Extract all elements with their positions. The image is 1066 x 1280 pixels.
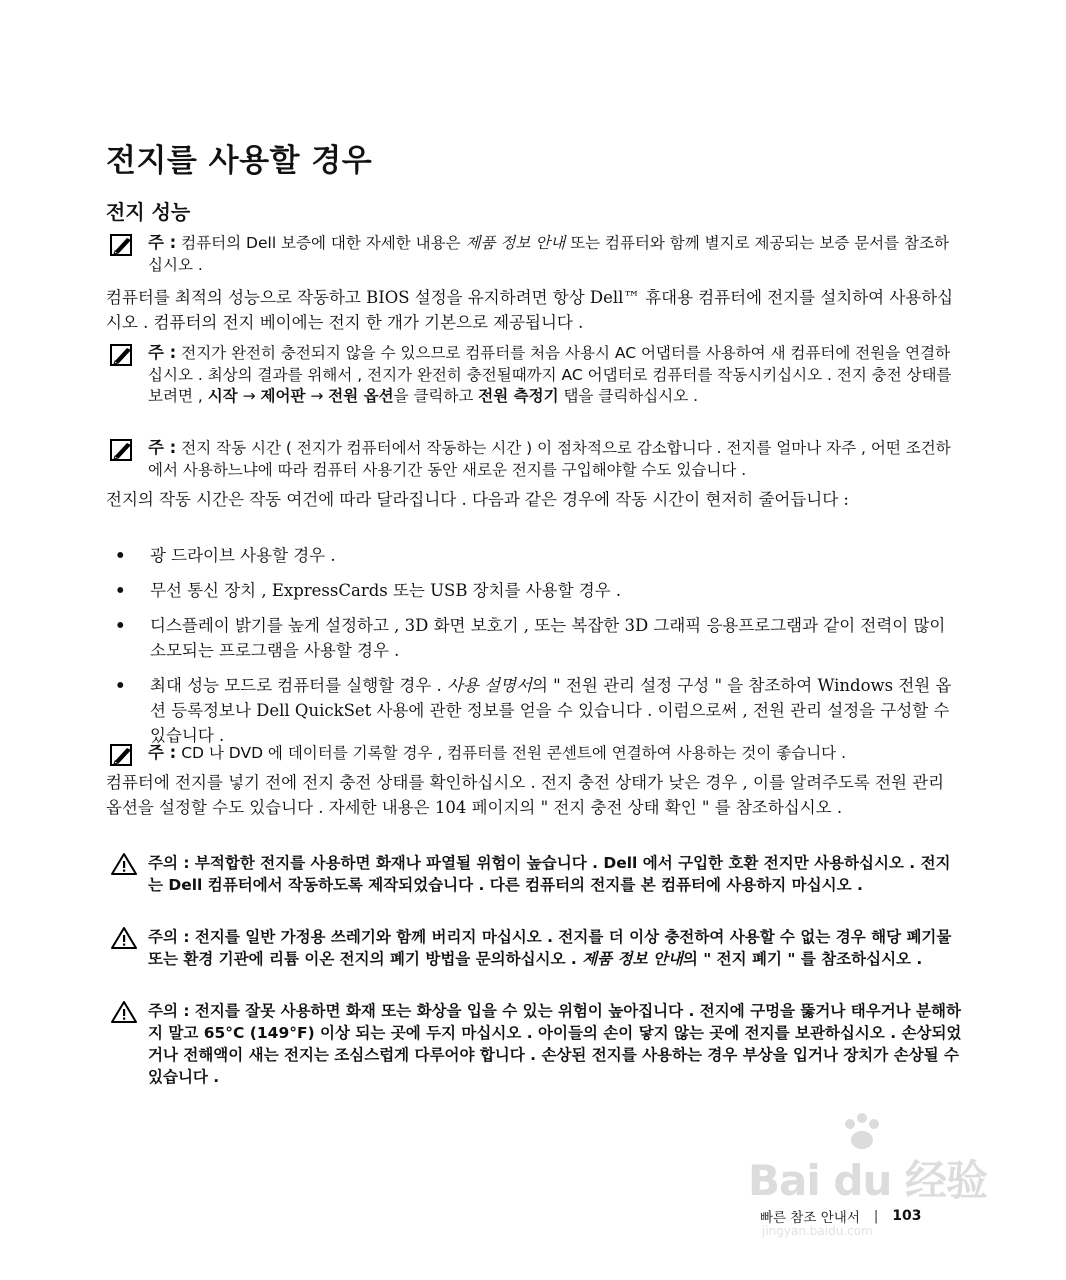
pencil-note-icon (110, 232, 148, 276)
pencil-note-icon (110, 742, 148, 770)
list-item: • 광 드라이브 사용할 경우 . (115, 546, 336, 565)
page-footer (760, 1206, 922, 1226)
caution-reference: 제품 정보 안내 (582, 950, 683, 968)
note-text: 전지가 완전히 충전되지 않을 수 있으므로 컴퓨터를 처음 사용시 AC 어댑터를 사용하여 새 컴퓨터에 전원을 연결하십시오 . 최상의 결과를 위해서 , 전지가 완전히 충전될때까지 AC 어댑터로 컴퓨터를 작동시키십시오 . 전지 충전 상태를 보려면 , (148, 344, 952, 405)
note-text: 컴퓨터의 Dell 보증에 대한 자세한 내용은 (176, 234, 466, 252)
page-title: 전지를 사용할 경우 (106, 143, 373, 179)
list-item: • 디스플레이 밝기를 높게 설정하고 , 3D 화면 보호기 , 또는 복잡한 3D 그래픽 응용프로그램과 같이 전력이 많이 소모되는 프로그램을 사용할 경우 . (115, 616, 946, 660)
note-text: 전지 작동 시간 ( 전지가 컴퓨터에서 작동하는 시간 ) 이 점차적으로 감소합니다 . 전지를 얼마나 자주 , 어떤 조건하에서 사용하느냐에 따라 컴퓨터 사용기간 동안 새로운 전지를 구입해야할 수도 있습니다 . (148, 439, 951, 479)
pencil-note-icon (110, 437, 148, 481)
bullet-list (115, 543, 960, 758)
menu-path-power-options: 전원 옵션 (328, 387, 394, 405)
pencil-note-icon (110, 342, 148, 408)
note-label: 주 : (148, 743, 177, 762)
menu-path-power-meter: 전원 측정기 (478, 387, 559, 405)
caution-text: 주의 : 부적합한 전지를 사용하면 화재나 파열될 위험이 높습니다 . Dell 에서 구입한 호환 전지만 사용하십시오 . 전지는 Dell 컴퓨터에서 작동하도록 제작되었습니다 . 다른 컴퓨터의 전지를 본 컴퓨터에 사용하지 마십시오 . (148, 854, 951, 894)
note-block (110, 437, 960, 481)
note-text: 또는 컴퓨터와 함께 별지로 제공되는 보증 문서를 참조하십시오 . (148, 234, 949, 274)
footer-separator: | (873, 1208, 879, 1224)
note-label: 주 : (148, 438, 177, 457)
caution-block (110, 926, 962, 970)
note-block (110, 342, 960, 408)
footer-guide-title: 빠른 참조 안내서 (760, 1210, 860, 1226)
list-item: • 무선 통신 장치 , ExpressCards 또는 USB 장치를 사용할 경우 . (115, 581, 622, 600)
warning-triangle-icon (110, 1000, 148, 1088)
note-text: CD 나 DVD 에 데이터를 기록할 경우 , 컴퓨터를 전원 콘센트에 연결하여 사용하는 것이 좋습니다 . (176, 744, 846, 762)
caution-block (110, 852, 962, 896)
note-emphasis: 제품 정보 안내 (465, 234, 566, 252)
arrow-glyph: → (305, 387, 329, 405)
caution-text: 의 " 전지 폐기 " 를 참조하십시오 . (682, 950, 923, 968)
list-item: • 최대 성능 모드로 컴퓨터를 실행할 경우 . 사용 설명서의 " 전원 관리 설정 구성 " 을 참조하여 Windows 전원 옵션 등록정보나 Dell QuickSet 사용에 관한 정보를 얻을 수 있습니다 . 이럼으로써 , 전원 관리 설정을 구성할 수 있습니다 . (115, 676, 952, 745)
note-text: 탭을 클릭하십시오 . (558, 387, 699, 405)
caution-block (110, 1000, 962, 1088)
manual-reference: 사용 설명서 (446, 676, 532, 695)
menu-path-control-panel: 제어판 (260, 387, 306, 405)
body-paragraph: 컴퓨터에 전지를 넣기 전에 전지 충전 상태를 확인하십시오 . 전지 충전 상태가 낮은 경우 , 이를 알려주도록 전원 관리 옵션을 설정할 수도 있습니다 . 자세한 내용은 104 페이지의 " 전지 충전 상태 확인 " 를 참조하십시오 . (106, 773, 945, 817)
note-block (110, 742, 960, 770)
note-block (110, 232, 960, 276)
warning-triangle-icon (110, 852, 148, 896)
body-paragraph: 컴퓨터를 최적의 성능으로 작동하고 BIOS 설정을 유지하려면 항상 Dell™ 휴대용 컴퓨터에 전지를 설치하여 사용하십시오 . 컴퓨터의 전지 베이에는 전지 한 개가 기본으로 제공됩니다 . (106, 288, 954, 332)
note-label: 주 : (148, 343, 177, 362)
watermark-logo: Bai du 经验 (748, 1156, 987, 1205)
watermark-url: jingyan.baidu.com (762, 1224, 873, 1238)
note-text: 을 클릭하고 (393, 387, 479, 405)
page-number: 103 (892, 1208, 922, 1224)
caution-text: 주의 : 전지를 잘못 사용하면 화재 또는 화상을 입을 수 있는 위험이 높아집니다 . 전지에 구멍을 뚫거나 태우거나 분해하지 말고 65°C (149°F) 이상 되는 곳에 두지 마십시오 . 아이들의 손이 닿지 않는 곳에 전지를 보관하십시오 . 손상되었거나 전해액이 새는 전지는 조심스럽게 다루어야 합니다 . 손상된 전지를 사용하는 경우 부상을 입거나 장치가 손상될 수 있습니다 . (148, 1002, 962, 1086)
body-paragraph: 전지의 작동 시간은 작동 여건에 따라 달라집니다 . 다음과 같은 경우에 작동 시간이 현저히 줄어듭니다 : (106, 490, 849, 509)
section-heading: 전지 성능 (106, 200, 191, 224)
warning-triangle-icon (110, 926, 148, 970)
note-label: 주 : (148, 233, 177, 252)
menu-path-start: 시작 (207, 387, 238, 405)
arrow-glyph: → (237, 387, 261, 405)
caution-text: 주의 : 전지를 일반 가정용 쓰레기와 함께 버리지 마십시오 . 전지를 더 이상 충전하여 사용할 수 없는 경우 해당 폐기물 또는 환경 기관에 리튬 이온 전지의 폐기 방법을 문의하십시오 . (148, 928, 952, 968)
